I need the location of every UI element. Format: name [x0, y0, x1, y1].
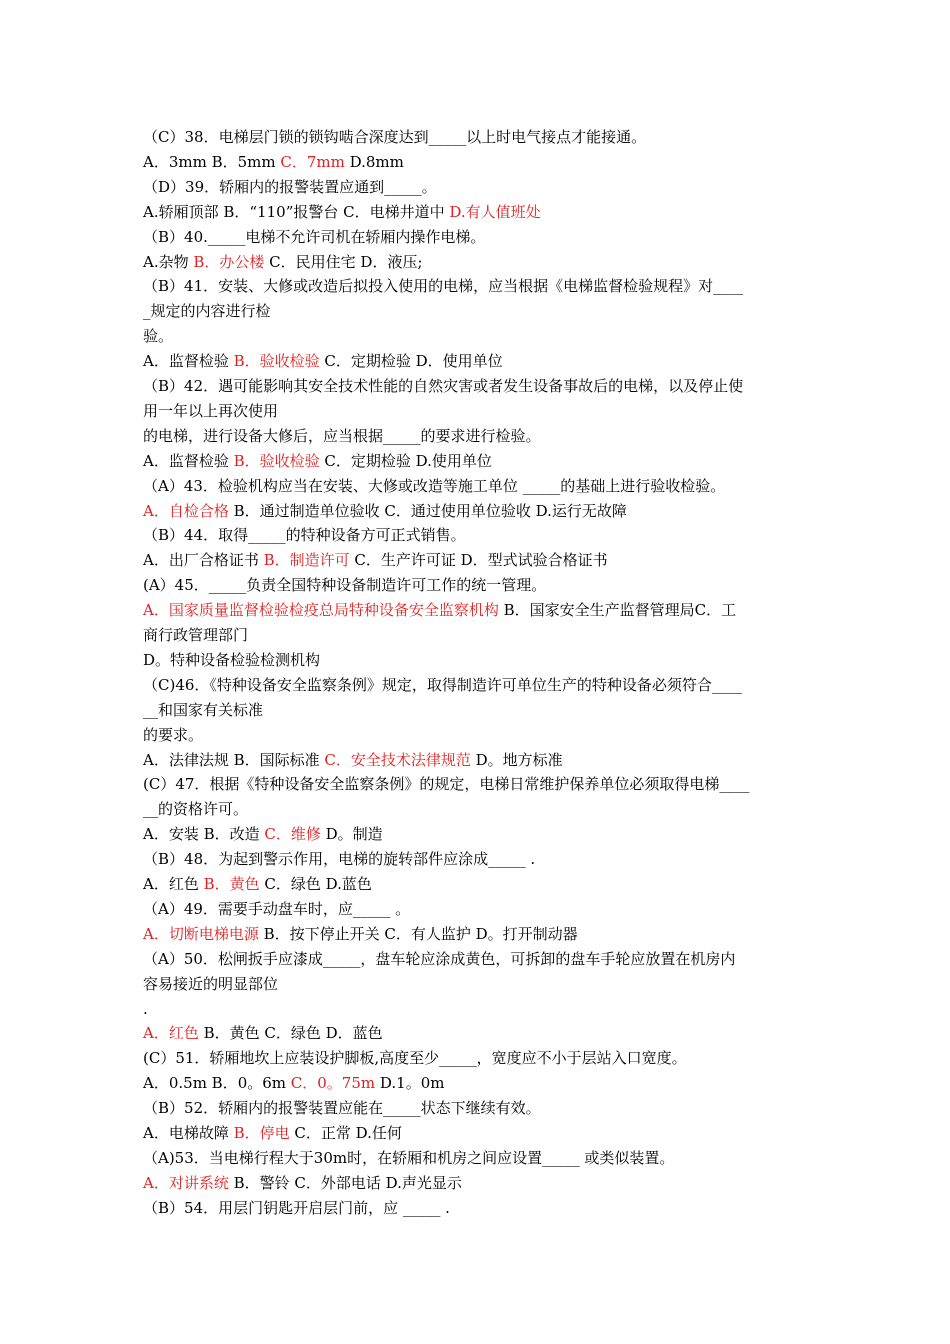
text-segment: （A）50．松闸扳手应漆成_____，盘车轮应涂成黄色，可拆卸的盘车手轮应放置在机房内	[143, 950, 736, 968]
text-segment: （A）49．需要手动盘车时，应_____ 。	[143, 900, 411, 918]
text-line	[143, 276, 823, 296]
answer-highlight: C．7mm	[280, 153, 345, 171]
text-segment: A．安装 B．改造	[143, 825, 265, 843]
text-line	[143, 700, 823, 720]
text-segment: A．法律法规 B．国际标准	[143, 751, 325, 769]
text-line	[143, 924, 823, 944]
text-segment: （D）39．轿厢内的报警装置应通到_____。	[143, 178, 437, 196]
text-line	[143, 152, 823, 172]
text-line	[143, 1148, 823, 1168]
text-segment: C．定期检验 D．使用单位	[319, 352, 503, 370]
text-line	[143, 550, 823, 570]
text-line	[143, 650, 823, 670]
text-line	[143, 849, 823, 869]
answer-highlight: C．0。75m	[290, 1074, 376, 1092]
text-line	[143, 1198, 823, 1218]
text-segment: D.8mm	[344, 153, 404, 171]
text-line	[143, 824, 823, 844]
text-line	[143, 202, 823, 222]
text-segment: A．监督检验	[143, 452, 234, 470]
text-line	[143, 974, 823, 994]
text-segment: __的资格许可。	[143, 800, 249, 818]
text-segment: （B）48．为起到警示作用，电梯的旋转部件应涂成_____ .	[143, 850, 536, 868]
text-line	[143, 351, 823, 371]
text-segment: C．生产许可证 D．型式试验合格证书	[349, 551, 608, 569]
text-line	[143, 1173, 823, 1193]
answer-highlight: A．自检合格	[143, 502, 229, 520]
text-line	[143, 874, 823, 894]
text-line	[143, 675, 823, 695]
text-segment: （B）42．遇可能影响其安全技术性能的自然灾害或者发生设备事故后的电梯，以及停止使	[143, 377, 744, 395]
text-segment: A.杂物	[143, 253, 194, 271]
text-segment: 商行政管理部门	[143, 626, 249, 644]
text-line	[143, 476, 823, 496]
text-line	[143, 1098, 823, 1118]
text-segment: B．国家安全生产监督管理局C．工	[498, 601, 737, 619]
answer-highlight: B．办公楼	[193, 253, 265, 271]
answer-highlight: B．停电	[233, 1124, 290, 1142]
text-segment: （C）38．电梯层门锁的锁钩啮合深度达到_____以上时电气接点才能接通。	[143, 128, 647, 146]
text-line	[143, 725, 823, 745]
text-segment: 用一年以上再次使用	[143, 402, 279, 420]
answer-highlight: D.有人值班处	[449, 203, 541, 221]
text-segment: C．正常 D.任何	[289, 1124, 402, 1142]
text-segment: A．出厂合格证书	[143, 551, 264, 569]
text-segment: __和国家有关标准	[143, 701, 264, 719]
text-line	[143, 326, 823, 346]
text-line	[143, 127, 823, 147]
answer-highlight: A．红色	[143, 1024, 199, 1042]
text-segment: D。特种设备检验检测机构	[143, 651, 321, 669]
text-segment: A．0.5m B．0。6m	[143, 1074, 291, 1092]
answer-highlight: A．对讲系统	[143, 1174, 229, 1192]
text-line	[143, 227, 823, 247]
text-segment: 容易接近的明显部位	[143, 975, 279, 993]
text-line	[143, 376, 823, 396]
text-segment: .	[143, 1000, 148, 1018]
text-segment: 的电梯，进行设备大修后，应当根据_____的要求进行检验。	[143, 427, 541, 445]
text-line	[143, 252, 823, 272]
text-line	[143, 600, 823, 620]
text-segment: （C)46．《特种设备安全监察条例》规定，取得制造许可单位生产的特种设备必须符合____	[143, 676, 742, 694]
text-segment: A．监督检验	[143, 352, 234, 370]
text-segment: （A）43．检验机构应当在安装、大修或改造等施工单位 _____的基础上进行验收检验。	[143, 477, 726, 495]
text-line	[143, 899, 823, 919]
text-segment: (C）47．根据《特种设备安全监察条例》的规定，电梯日常维护保养单位必须取得电梯____	[143, 775, 750, 793]
text-line	[143, 949, 823, 969]
text-segment: （B）52．轿厢内的报警装置应能在_____状态下继续有效。	[143, 1099, 541, 1117]
text-line	[143, 1123, 823, 1143]
text-segment: D.1。0m	[375, 1074, 445, 1092]
text-line	[143, 1048, 823, 1068]
answer-highlight: B．验收检验	[233, 452, 320, 470]
answer-highlight: B．黄色	[203, 875, 260, 893]
text-line	[143, 301, 823, 321]
text-line	[143, 999, 823, 1019]
answer-highlight: C．维修	[264, 825, 321, 843]
answer-highlight: B．验收检验	[233, 352, 320, 370]
text-segment: C．绿色 D.蓝色	[259, 875, 372, 893]
text-line	[143, 426, 823, 446]
text-segment: _规定的内容进行检	[143, 302, 271, 320]
answer-highlight: A．国家质量监督检验检疫总局特种设备安全监察机构	[143, 601, 499, 619]
text-line	[143, 575, 823, 595]
text-segment: A．红色	[143, 875, 204, 893]
text-segment: (C）51．轿厢地坎上应装设护脚板,高度至少_____，宽度应不小于层站入口宽度。	[143, 1049, 687, 1067]
text-line	[143, 177, 823, 197]
text-line	[143, 799, 823, 819]
text-segment: B．警铃 C．外部电话 D.声光显示	[228, 1174, 462, 1192]
text-segment: (A）45．_____负责全国特种设备制造许可工作的统一管理。	[143, 576, 547, 594]
text-segment: D。地方标准	[470, 751, 563, 769]
text-segment: D。制造	[320, 825, 383, 843]
text-segment: A．电梯故障	[143, 1124, 234, 1142]
text-segment: （B）54．用层门钥匙开启层门前，应 _____ .	[143, 1199, 450, 1217]
text-line	[143, 1073, 823, 1093]
text-line	[143, 750, 823, 770]
text-line	[143, 774, 823, 794]
text-segment: A．3mm B．5mm	[143, 153, 281, 171]
text-segment: 验。	[143, 327, 174, 345]
text-line	[143, 401, 823, 421]
text-segment: 的要求。	[143, 726, 204, 744]
text-segment: C．定期检验 D.使用单位	[319, 452, 492, 470]
text-line	[143, 501, 823, 521]
text-segment: B．按下停止开关 C．有人监护 D。打开制动器	[258, 925, 578, 943]
text-line	[143, 1023, 823, 1043]
text-segment: （B）40._____电梯不允许司机在轿厢内操作电梯。	[143, 228, 486, 246]
text-segment: B．通过制造单位验收 C．通过使用单位验收 D.运行无故障	[228, 502, 627, 520]
answer-highlight: A．切断电梯电源	[143, 925, 259, 943]
text-line	[143, 525, 823, 545]
answer-highlight: C．安全技术法律规范	[324, 751, 471, 769]
answer-highlight: B．制造许可	[263, 551, 350, 569]
text-segment: （B）44．取得_____的特种设备方可正式销售。	[143, 526, 466, 544]
text-segment: （A)53．当电梯行程大于30m时，在轿厢和机房之间应设置_____ 或类似装置。	[143, 1149, 675, 1167]
text-line	[143, 625, 823, 645]
text-segment: B．黄色 C．绿色 D．蓝色	[198, 1024, 383, 1042]
text-segment: C．民用住宅 D．液压;	[264, 253, 423, 271]
text-segment: A.轿厢顶部 B．“110”报警台 C．电梯井道中	[143, 203, 450, 221]
text-line	[143, 451, 823, 471]
text-segment: （B）41．安装、大修或改造后拟投入使用的电梯，应当根据《电梯监督检验规程》对____	[143, 277, 744, 295]
